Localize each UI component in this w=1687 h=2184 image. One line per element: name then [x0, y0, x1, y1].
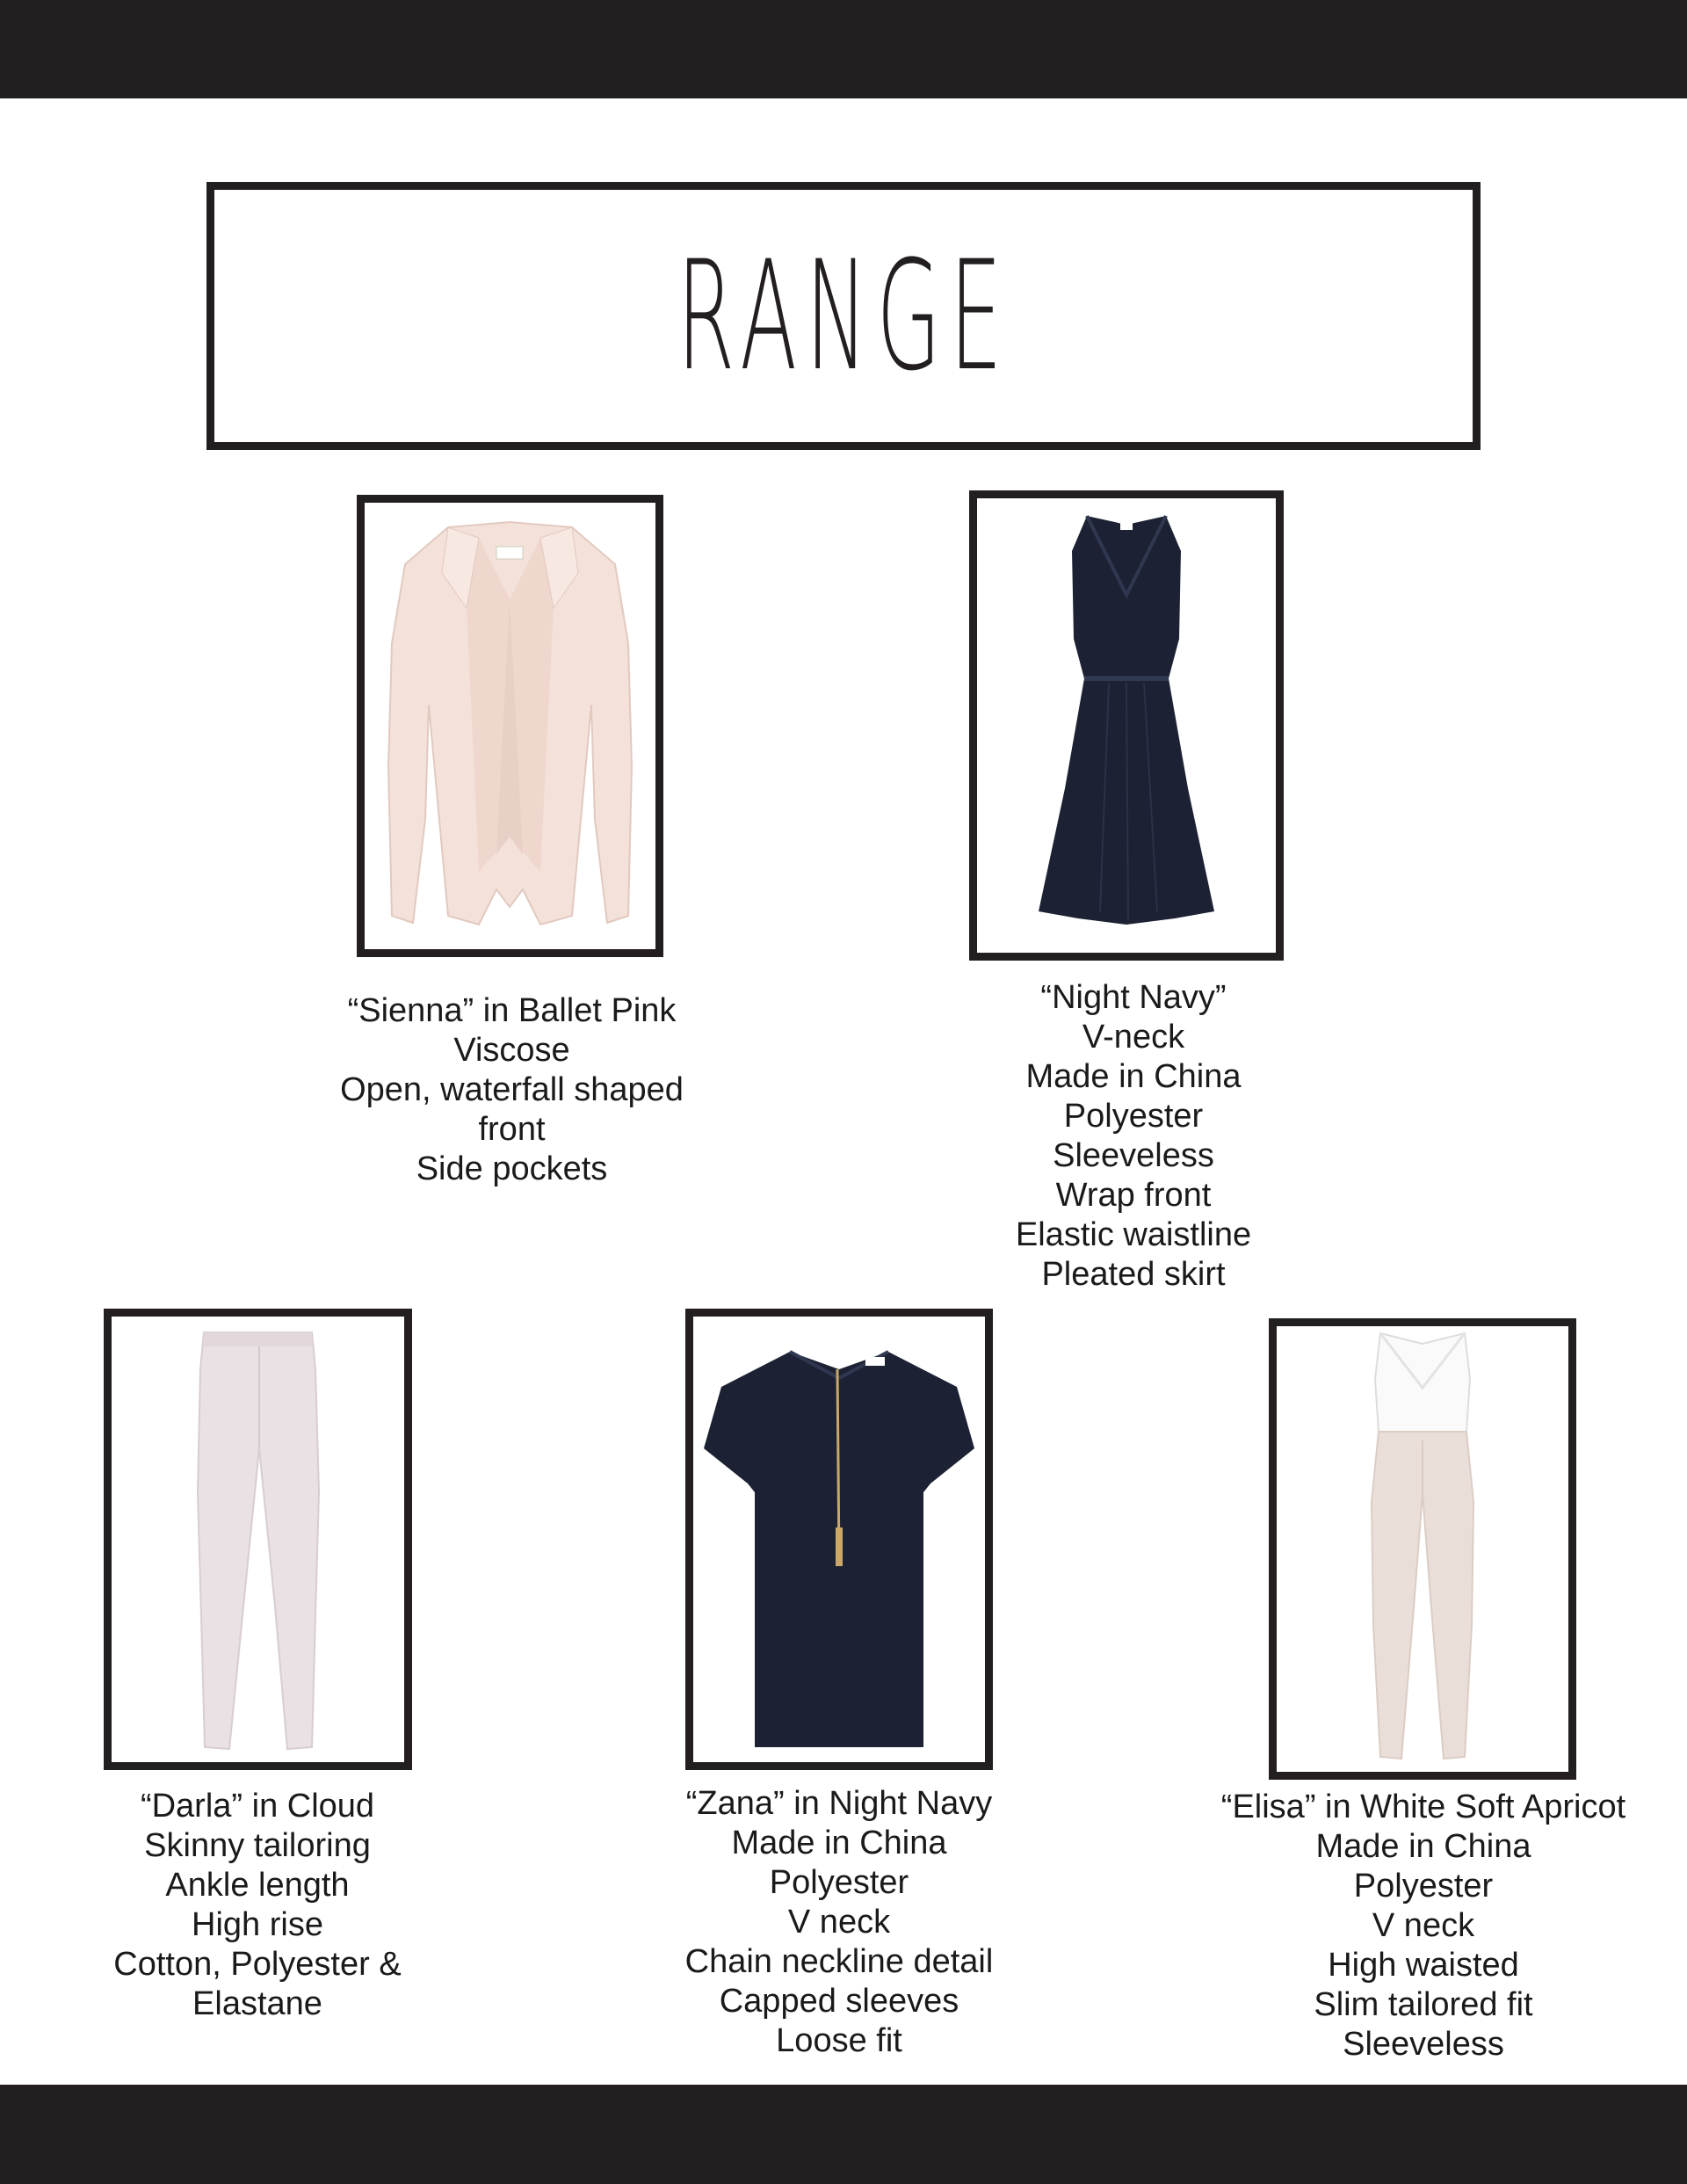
jumpsuit-image: [1277, 1326, 1568, 1772]
caption-line: Polyester: [1063, 1098, 1204, 1135]
caption-line: Polyester: [1353, 1868, 1494, 1905]
trousers-image: [112, 1317, 404, 1762]
caption-line: Loose fit: [776, 2022, 902, 2059]
caption-night-navy: [958, 978, 1309, 1295]
caption-line: Viscose: [453, 1032, 570, 1069]
caption-line: front: [478, 1111, 546, 1148]
dress-image: [977, 498, 1276, 953]
product-image-frame-night-navy: [969, 490, 1284, 961]
caption-line: V-neck: [1082, 1019, 1185, 1056]
caption-darla: [83, 1787, 431, 2024]
caption-line: “Darla” in Cloud: [140, 1788, 375, 1825]
caption-line: V neck: [787, 1904, 891, 1941]
caption-line: Cotton, Polyester &: [113, 1946, 402, 1983]
caption-line: Capped sleeves: [719, 1983, 959, 2020]
product-image-frame-elisa: [1269, 1318, 1576, 1780]
caption-zana: [663, 1784, 1015, 2061]
page-title: RANGE: [677, 227, 1010, 404]
caption-line: “Elisa” in White Soft Apricot: [1220, 1789, 1626, 1825]
jacket-image: [365, 503, 655, 949]
caption-line: Made in China: [1025, 1058, 1242, 1095]
caption-line: Pleated skirt: [1041, 1256, 1226, 1293]
caption-line: “Zana” in Night Navy: [685, 1785, 993, 1822]
top-banner: [0, 0, 1687, 98]
caption-line: Polyester: [769, 1864, 909, 1901]
caption-line: Slim tailored fit: [1314, 1986, 1533, 2023]
caption-line: High waisted: [1328, 1947, 1519, 1984]
caption-line: Chain neckline detail: [684, 1943, 994, 1980]
caption-elisa: [1199, 1788, 1647, 2064]
caption-line: Skinny tailoring: [144, 1827, 371, 1864]
caption-sienna: [325, 991, 699, 1189]
caption-line: Wrap front: [1055, 1177, 1212, 1214]
caption-line: Ankle length: [165, 1867, 350, 1904]
caption-line: “Night Navy”: [1040, 979, 1227, 1016]
caption-line: Sleeveless: [1053, 1137, 1214, 1174]
caption-line: High rise: [192, 1906, 323, 1943]
bottom-banner: [0, 2085, 1687, 2184]
product-image-frame-darla: [104, 1309, 412, 1770]
product-image-frame-sienna: [357, 495, 663, 957]
caption-line: Made in China: [1315, 1828, 1531, 1865]
caption-line: Sleeveless: [1343, 2026, 1504, 2063]
caption-line: Made in China: [731, 1825, 947, 1861]
caption-line: Elastane: [192, 1985, 322, 2022]
caption-line: Side pockets: [416, 1150, 608, 1187]
caption-line: Elastic waistline: [1015, 1216, 1252, 1253]
caption-line: Open, waterfall shaped: [340, 1071, 684, 1108]
caption-line: “Sienna” in Ballet Pink: [347, 992, 677, 1029]
top-image: [693, 1317, 985, 1762]
product-image-frame-zana: [685, 1309, 993, 1770]
title-box: [206, 182, 1481, 450]
caption-line: V neck: [1372, 1907, 1475, 1944]
